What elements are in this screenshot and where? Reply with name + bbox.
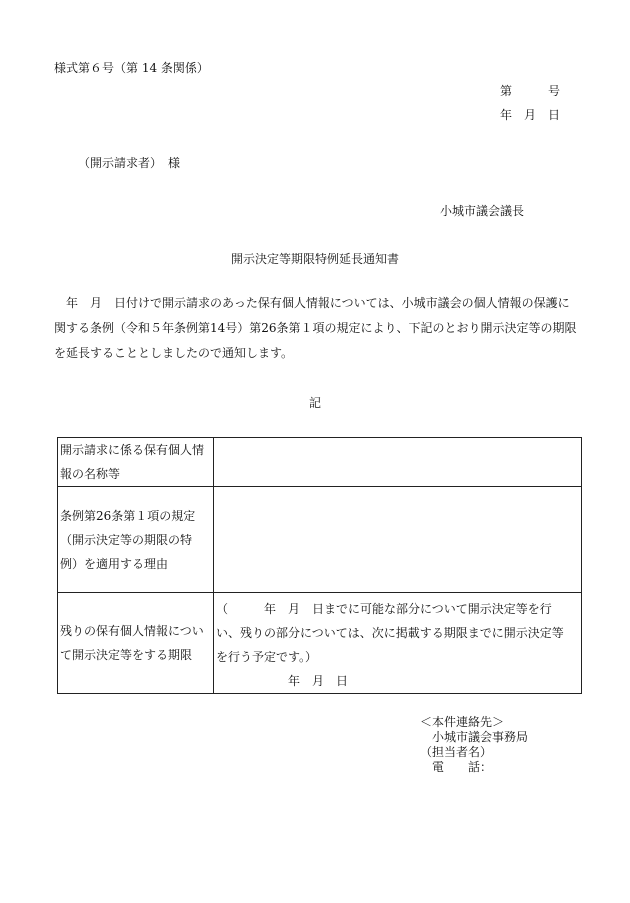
form-number: 様式第６号（第 14 条関係）: [54, 61, 209, 75]
document-date: 年 月 日: [500, 108, 561, 122]
row-label-info-name: 開示請求に係る保有個人情 報の名称等: [58, 438, 214, 487]
row-value-info-name[interactable]: [214, 438, 582, 487]
table-row: [58, 593, 582, 694]
body-text: [54, 291, 582, 366]
contact-phone: 電 話：: [420, 760, 493, 774]
row-value-reason[interactable]: [214, 487, 582, 593]
table-row: [58, 487, 582, 593]
contact-office: 小城市議会事務局: [420, 730, 529, 744]
addressee: （開示請求者） 様: [78, 156, 181, 170]
document-number: 第 号: [500, 84, 561, 98]
ki-heading: 記: [308, 396, 321, 410]
body-line: 年 月 日付けで開示請求のあった保有個人情報については、小城市議会の個人情報の保護に: [54, 296, 570, 310]
body-line: を延長することとしましたので通知します。: [54, 346, 294, 360]
row-label-deadline: 残りの保有個人情報につい て開示決定等をする期限: [58, 593, 214, 694]
body-line: 関する条例（令和５年条例第14号）第26条第１項の規定により、下記のとおり開示決定等の期限: [54, 321, 577, 335]
sender: 小城市議会議長: [440, 204, 525, 218]
detail-table: [57, 437, 582, 694]
contact-heading: ＜本件連絡先＞: [420, 715, 505, 729]
table-row: [58, 438, 582, 487]
row-label-reason: 条例第26条第１項の規定 （開示決定等の期限の特 例）を適用する理由: [58, 487, 214, 593]
contact-block: [420, 715, 528, 775]
row-value-deadline[interactable]: （ 年 月 日までに可能な部分について開示決定等を行 い、残りの部分については、次に掲載する期限までに開示決定等 を行う予定です。） 年 月 日: [214, 593, 582, 694]
document-title: 開示決定等期限特例延長通知書: [230, 252, 399, 266]
contact-person: （担当者名）: [420, 745, 493, 759]
